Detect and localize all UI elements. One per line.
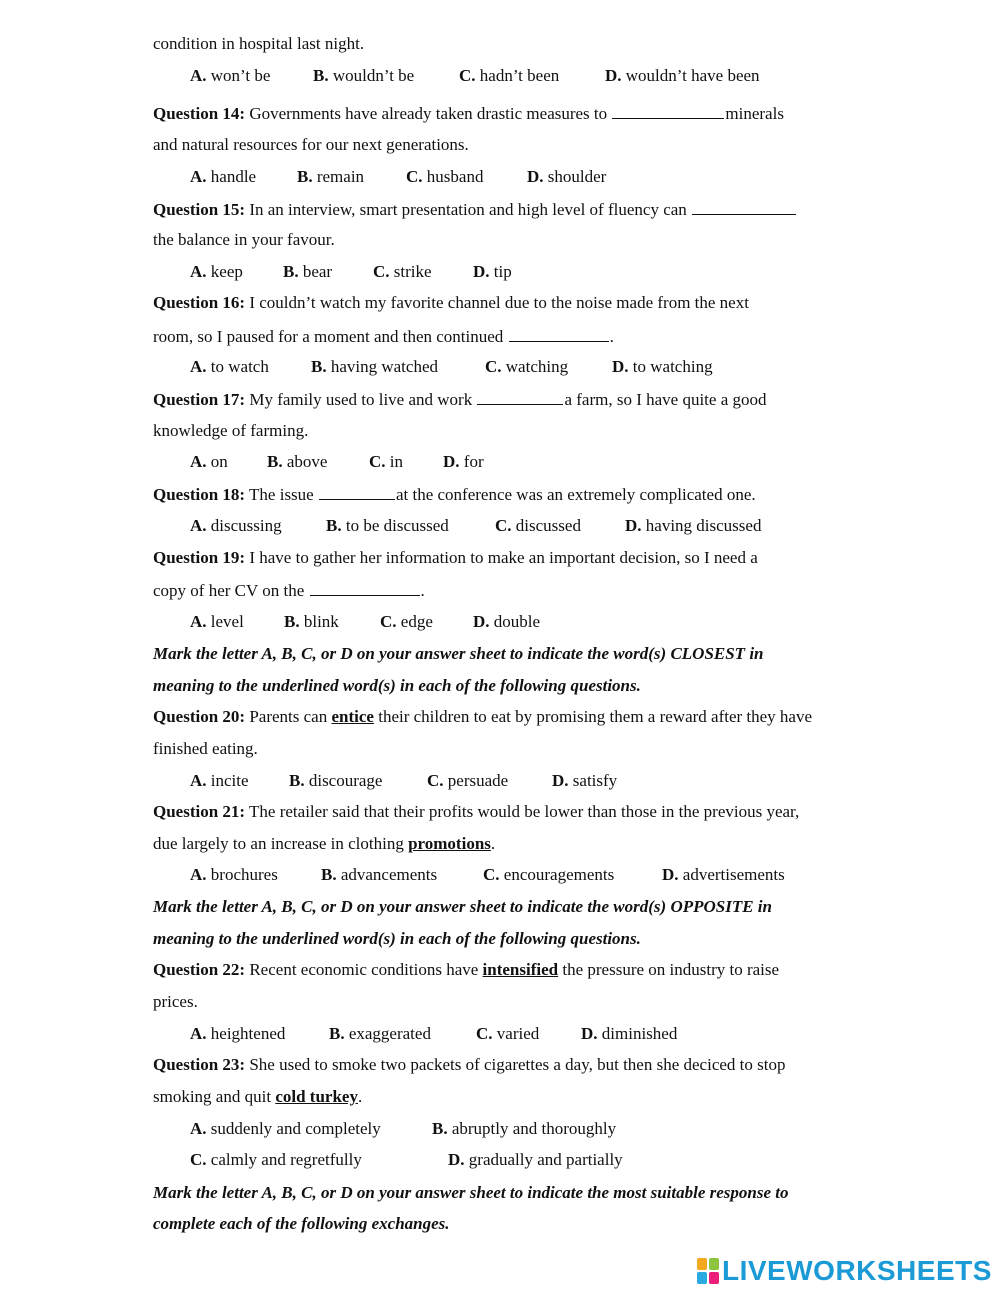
q13-text: condition in hospital last night. (153, 34, 365, 53)
q15-stem: Question 15: In an interview, smart presentation and high level of fluency can (153, 199, 797, 220)
q19-option-a[interactable]: A. level (190, 612, 244, 631)
q22-options (190, 1024, 677, 1044)
q22-option-d[interactable]: D. diminished (581, 1024, 678, 1043)
logo-block-3 (697, 1272, 707, 1284)
q23-underlined-word: cold turkey (275, 1087, 358, 1106)
q15-option-b[interactable]: B. bear (283, 262, 333, 281)
q14-stem-line2: and natural resources for our next generations. (153, 135, 469, 154)
q21-option-a[interactable]: A. brochures (190, 865, 278, 884)
q20-options (190, 771, 617, 791)
q23-option-a[interactable]: A. suddenly and completely (190, 1119, 381, 1138)
q14-label: Question 14: (153, 104, 246, 123)
instruction-closest-line1: Mark the letter A, B, C, or D on your answer sheet to indicate the word(s) CLOSEST in (153, 644, 764, 663)
q23-options-row1 (190, 1119, 616, 1139)
q17-blank[interactable] (477, 389, 563, 405)
q16-stem: Question 16: I couldn’t watch my favorite channel due to the noise made from the next (153, 293, 749, 312)
logo-block-1 (697, 1258, 707, 1270)
q15-options (190, 262, 512, 282)
q23-options-row2 (190, 1150, 623, 1170)
q22-option-a[interactable]: A. heightened (190, 1024, 286, 1043)
q16-label: Question 16: (153, 293, 246, 312)
q16-options (190, 357, 713, 377)
q21-label: Question 21: (153, 802, 246, 821)
q17-option-b[interactable]: B. above (267, 452, 328, 471)
q14-option-c[interactable]: C. husband (406, 167, 484, 186)
q20-label: Question 20: (153, 707, 246, 726)
q19-option-d[interactable]: D. double (473, 612, 541, 631)
q21-stem-line2: due largely to an increase in clothing promotions. (153, 834, 496, 853)
q23-option-d[interactable]: D. gradually and partially (448, 1150, 623, 1169)
q17-option-a[interactable]: A. on (190, 452, 228, 471)
q17-option-d[interactable]: D. for (443, 452, 484, 471)
q14-option-a[interactable]: A. handle (190, 167, 257, 186)
q13-option-c[interactable]: C. hadn’t been (459, 66, 560, 85)
q13-option-a[interactable]: A. won’t be (190, 66, 271, 85)
q19-option-b[interactable]: B. blink (284, 612, 339, 631)
q14-stem: Question 14: Governments have already taken drastic measures to minerals (153, 104, 784, 123)
q15-option-c[interactable]: C. strike (373, 262, 432, 281)
q16-stem-line2: room, so I paused for a moment and then continued . (153, 327, 614, 346)
q13-options (190, 66, 760, 86)
q19-option-c[interactable]: C. edge (380, 612, 433, 631)
q23-stem-line2: smoking and quit cold turkey. (153, 1087, 363, 1106)
q20-stem: Question 20: Parents can entice their children to eat by promising them a reward after they have (153, 707, 813, 726)
q16-option-b[interactable]: B. having watched (311, 357, 438, 376)
q21-options (190, 865, 785, 885)
q22-stem-line2: prices. (153, 992, 198, 1011)
q18-blank[interactable] (319, 484, 395, 500)
q20-option-c[interactable]: C. persuade (427, 771, 509, 790)
q19-blank[interactable] (310, 580, 420, 596)
q23-stem: Question 23: She used to smoke two packets of cigarettes a day, but then she deciced to stop (153, 1055, 786, 1074)
q14-option-b[interactable]: B. remain (297, 167, 365, 186)
q18-option-a[interactable]: A. discussing (190, 516, 282, 535)
q20-underlined-word: entice (331, 707, 374, 726)
q15-blank[interactable] (692, 199, 796, 215)
q17-options (190, 452, 484, 472)
q21-option-b[interactable]: B. advancements (321, 865, 438, 884)
q23-option-b[interactable]: B. abruptly and thoroughly (432, 1119, 617, 1138)
q13-option-d[interactable]: D. wouldn’t have been (605, 66, 760, 85)
q18-stem: Question 18: The issue at the conference was an extremely complicated one. (153, 485, 756, 504)
q21-stem: Question 21: The retailer said that their profits would be lower than those in the previous year, (153, 802, 800, 821)
logo-blocks-icon (697, 1258, 719, 1284)
q13-option-b[interactable]: B. wouldn’t be (313, 66, 415, 85)
q19-label: Question 19: (153, 548, 246, 567)
q20-option-a[interactable]: A. incite (190, 771, 249, 790)
q15-label: Question 15: (153, 200, 246, 219)
q22-underlined-word: intensified (482, 960, 559, 979)
q18-options (190, 516, 761, 536)
q18-option-c[interactable]: C. discussed (495, 516, 581, 535)
q18-option-d[interactable]: D. having discussed (625, 516, 762, 535)
q14-options (190, 167, 606, 187)
q17-label: Question 17: (153, 390, 246, 409)
q18-label: Question 18: (153, 485, 246, 504)
q20-stem-line2: finished eating. (153, 739, 258, 758)
q22-stem: Question 22: Recent economic conditions have intensified the pressure on industry to raise (153, 960, 780, 979)
liveworksheets-logo (697, 1256, 992, 1286)
logo-text: LIVEWORKSHEETS (722, 1255, 992, 1286)
q17-stem: Question 17: My family used to live and work a farm, so I have quite a good (153, 390, 767, 409)
q17-option-c[interactable]: C. in (369, 452, 404, 471)
q14-blank[interactable] (612, 103, 724, 119)
q15-stem-line2: the balance in your favour. (153, 230, 335, 249)
instruction-closest-line2: meaning to the underlined word(s) in each of the following questions. (153, 676, 641, 695)
q22-label: Question 22: (153, 960, 246, 979)
q16-option-c[interactable]: C. watching (485, 357, 569, 376)
logo-block-2 (709, 1258, 719, 1270)
q14-option-d[interactable]: D. shoulder (527, 167, 607, 186)
q22-option-b[interactable]: B. exaggerated (329, 1024, 431, 1043)
q16-blank[interactable] (509, 326, 609, 342)
q19-stem-line2: copy of her CV on the . (153, 581, 425, 600)
q19-stem: Question 19: I have to gather her information to make an important decision, so I need a (153, 548, 758, 567)
q21-underlined-word: promotions (408, 834, 491, 853)
q18-option-b[interactable]: B. to be discussed (326, 516, 449, 535)
q23-option-c[interactable]: C. calmly and regretfully (190, 1150, 362, 1169)
logo-block-4 (709, 1272, 719, 1284)
instruction-response-line2: complete each of the following exchanges. (153, 1214, 450, 1233)
q15-option-d[interactable]: D. tip (473, 262, 512, 281)
instruction-response-line1: Mark the letter A, B, C, or D on your answer sheet to indicate the most suitable response to (153, 1183, 789, 1202)
instruction-opposite-line1: Mark the letter A, B, C, or D on your answer sheet to indicate the word(s) OPPOSITE in (153, 897, 772, 916)
q21-option-d[interactable]: D. advertisements (662, 865, 785, 884)
q21-option-c[interactable]: C. encouragements (483, 865, 615, 884)
q17-stem-line2: knowledge of farming. (153, 421, 309, 440)
q19-options (190, 612, 540, 632)
q16-option-a[interactable]: A. to watch (190, 357, 269, 376)
q23-label: Question 23: (153, 1055, 246, 1074)
q15-option-a[interactable]: A. keep (190, 262, 243, 281)
q20-option-d[interactable]: D. satisfy (552, 771, 618, 790)
instruction-opposite-line2: meaning to the underlined word(s) in each of the following questions. (153, 929, 641, 948)
q22-option-c[interactable]: C. varied (476, 1024, 540, 1043)
q13-text-line (153, 34, 364, 54)
q16-option-d[interactable]: D. to watching (612, 357, 713, 376)
q20-option-b[interactable]: B. discourage (289, 771, 383, 790)
